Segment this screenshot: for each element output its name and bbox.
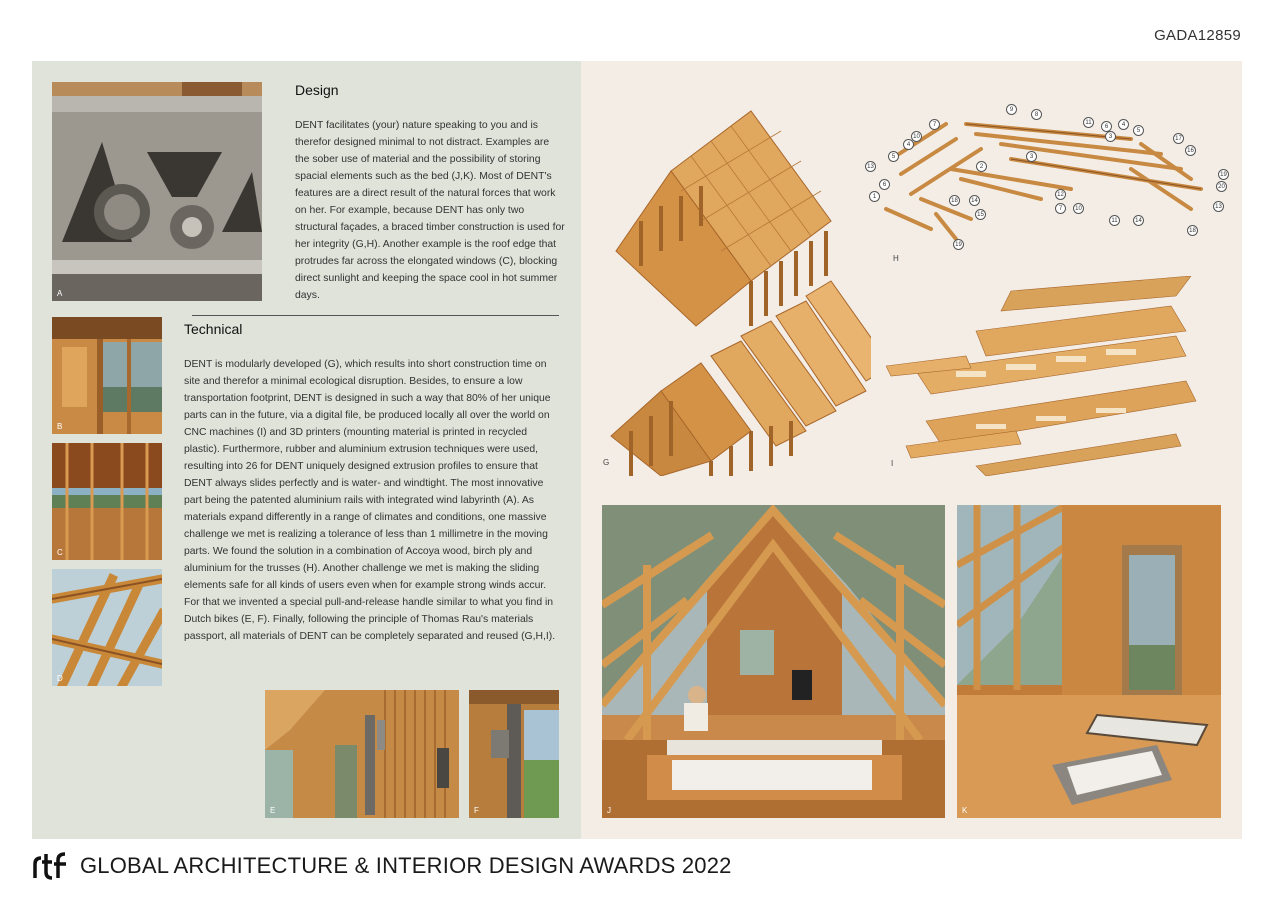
- part-number-callout: 10: [911, 131, 922, 142]
- photo-label-e: E: [270, 806, 276, 815]
- part-number-callout: 3: [1105, 131, 1116, 142]
- photo-label-d: D: [57, 674, 63, 683]
- photo-label-k: K: [962, 806, 968, 815]
- part-number-callout: 16: [1185, 145, 1196, 156]
- design-body: DENT facilitates (your) nature speaking to you and is therefor designed minimal to not distract. Examples are the sober use of material and the possibility of storing spacial elements such as the bed (J,K). Most of DENT's features are a direct result of the natural forces that work on her. For example, because DENT has only two structural façades, a braced timber construction is used for her integrity (G,H). Another example is the roof edge that protrudes far across the elongated windows (C), blocking direct sunlight and keeping the space cool in hot summer days.: [295, 120, 565, 301]
- photo-label-j: J: [607, 806, 611, 815]
- part-number-callout: 14: [969, 195, 980, 206]
- photo-label-i: I: [891, 459, 894, 468]
- photo-d-trusses: [52, 569, 162, 686]
- part-number-callout: 13: [865, 161, 876, 172]
- part-number-callout: 4: [1118, 119, 1129, 130]
- right-panel: [581, 61, 1242, 839]
- design-title: Design: [295, 82, 339, 98]
- photo-label-h: H: [893, 254, 899, 263]
- handle-detail-illustration: [469, 690, 559, 818]
- part-number-callout: 19: [953, 239, 964, 250]
- part-number-callout: 5: [888, 151, 899, 162]
- photo-j-cabin-interior-bed: [602, 505, 945, 818]
- part-number-callout: 20: [1216, 181, 1227, 192]
- part-number-callout: 10: [1073, 203, 1084, 214]
- photo-label-a: A: [57, 289, 63, 298]
- photo-label-c: C: [57, 548, 63, 557]
- exploded-callouts: [861, 99, 1231, 264]
- part-number-callout: 5: [1133, 125, 1144, 136]
- cnc-layers-illustration: [886, 276, 1216, 476]
- part-number-callout: 18: [1187, 225, 1198, 236]
- diagram-g-modular-assembly: [601, 101, 871, 476]
- part-number-callout: 6: [1101, 121, 1112, 132]
- section-divider: [192, 315, 559, 316]
- photo-k-floor-storage: [957, 505, 1221, 818]
- left-panel: [32, 61, 581, 839]
- floor-storage-illustration: [957, 505, 1221, 818]
- part-number-callout: 17: [1173, 133, 1184, 144]
- rtf-logo-icon: [32, 850, 72, 882]
- technical-body: DENT is modularly developed (G), which results into short construction time on site and therefor a minimal ecological disruption. Besides, to ensure a low transportation footprint, DENT is designed in such a way that 80% of her unique parts can in the future, via a digital file, be produced locally all over the world on CNC machines (I) and 3D printers (mounting material is printed in recycled plastic). Furthermore, rubber and aluminium extrusion techniques were used, resulting into 26 for DENT uniquely designed extrusion profiles to ensure that DENT always slides perfectly and is water- and windtight. The most innovative part being the patented aluminium rails with integrated wind labyrinth (A). As materials expand differently in a range of climates and conditions, one massive challenge we met is realizing a tolerance of less than 1 millimetre in the moving parts. We found the solution in a combination of Accoya wood, birch ply and aluminium for the trusses (H). Another challenge we met is making the sliding elements safe for all kinds of users even when for example strong winds accur. For that we invented a special pull-and-release handle similar to what you find in Dutch bikes (E, F). Finally, following the principle of Thomas Rau's materials passport, all materials of DENT can be completely separated and reused (G,H,I).: [184, 359, 556, 642]
- photo-a-aluminium-rail: [52, 82, 262, 301]
- part-number-callout: 8: [1031, 109, 1042, 120]
- interior-window-illustration: [52, 317, 162, 434]
- part-number-callout: 18: [949, 195, 960, 206]
- modular-assembly-illustration: [601, 101, 871, 476]
- part-number-callout: 7: [1055, 203, 1066, 214]
- trusses-illustration: [52, 569, 162, 686]
- part-number-callout: 2: [976, 161, 987, 172]
- part-number-callout: 3: [1026, 151, 1037, 162]
- footer-title: GLOBAL ARCHITECTURE & INTERIOR DESIGN AWARDS 2022: [80, 853, 732, 878]
- part-number-callout: 1: [869, 191, 880, 202]
- part-number-callout: 14: [1133, 215, 1144, 226]
- photo-e-handle-interior: [265, 690, 459, 818]
- diagram-i-cnc-layers: [886, 276, 1216, 476]
- photo-label-b: B: [57, 422, 63, 431]
- part-number-callout: 15: [975, 209, 986, 220]
- rail-illustration: [52, 82, 262, 301]
- part-number-callout: 9: [1006, 104, 1017, 115]
- photo-label-g: G: [603, 458, 610, 467]
- part-number-callout: 7: [929, 119, 940, 130]
- part-number-callout: 12: [1055, 189, 1066, 200]
- part-number-callout: 13: [1213, 201, 1224, 212]
- photo-c-elongated-windows: [52, 443, 162, 560]
- photo-f-handle-detail: [469, 690, 559, 818]
- part-number-callout: 11: [1083, 117, 1094, 128]
- elongated-windows-illustration: [52, 443, 162, 560]
- project-code: GADA12859: [1154, 27, 1241, 44]
- part-number-callout: 4: [903, 139, 914, 150]
- footer: [32, 850, 732, 882]
- part-number-callout: 6: [879, 179, 890, 190]
- part-number-callout: 19: [1218, 169, 1229, 180]
- part-number-callout: 11: [1109, 215, 1120, 226]
- technical-title: Technical: [184, 321, 243, 337]
- photo-label-f: F: [474, 806, 479, 815]
- photo-b-interior-window: [52, 317, 162, 434]
- handle-interior-illustration: [265, 690, 459, 818]
- cabin-interior-illustration: [602, 505, 945, 818]
